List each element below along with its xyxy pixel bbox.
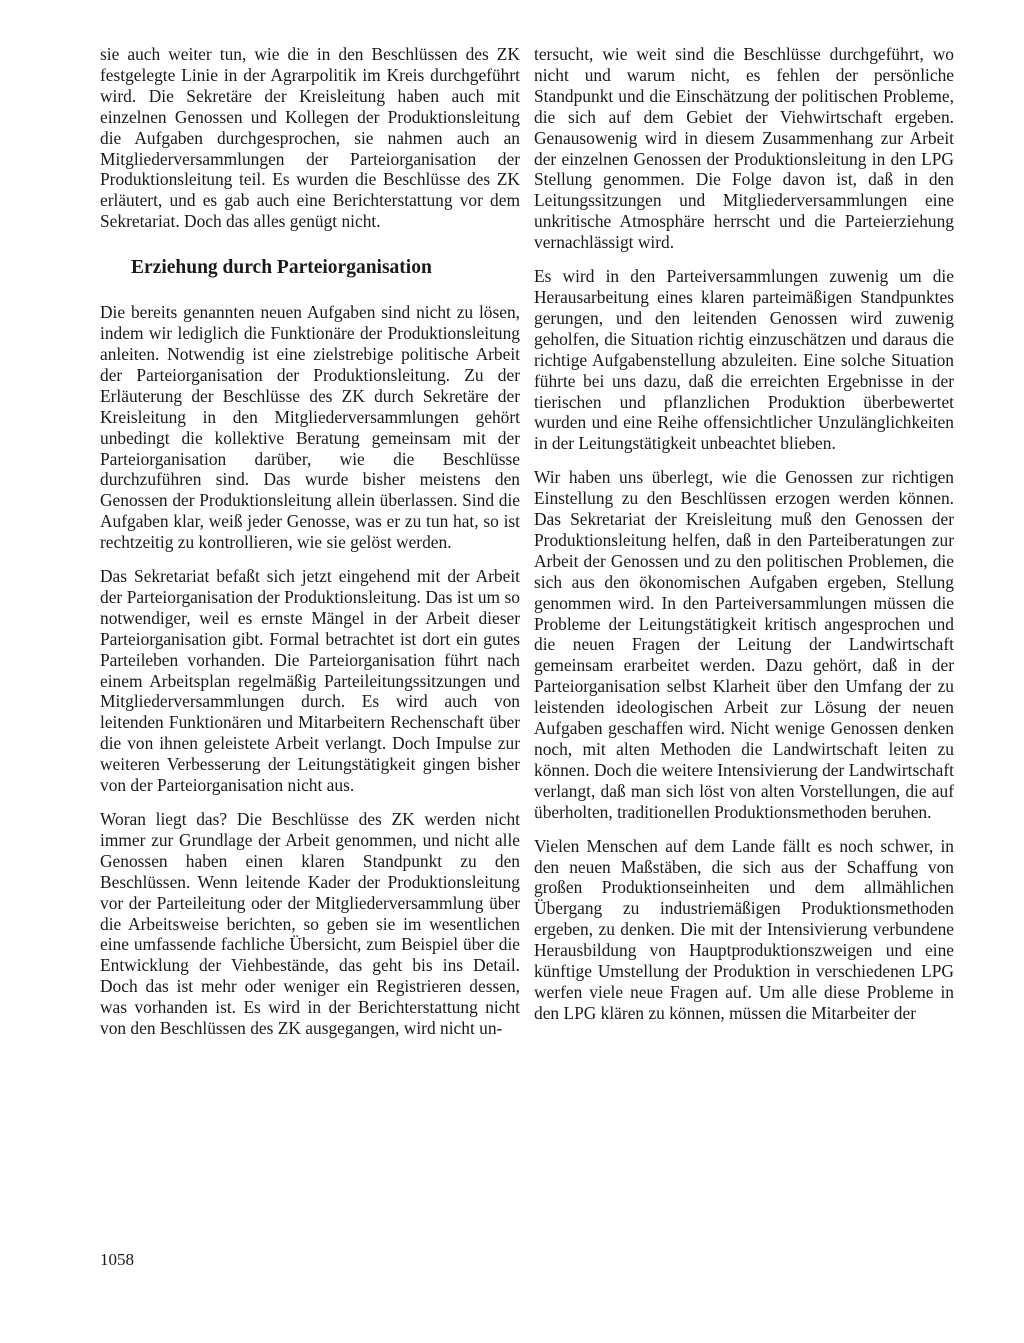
left-column xyxy=(100,44,520,1039)
paragraph: Die bereits genannten neuen Aufgaben sind nicht zu lösen, indem wir lediglich die Funktionäre der Produktionsleitung anleiten. Notwendig ist eine zielstrebige politische Arbeit der Parteiorganisation der Produktionsleitung. Zu der Erläuterung der Beschlüsse des ZK durch Sekretäre der Kreisleitung in den Mitgliederversammlungen gehört unbedingt die kollektive Beratung gemeinsam mit der Parteiorganisation darüber, wie die Beschlüsse durchzuführen sind. Das wurde bisher meistens den Genossen der Produktionsleitung allein überlassen. Sind die Aufgaben klar, weiß jeder Genosse, was er zu tun hat, so ist rechtzeitig zu kontrollieren, wie sie gelöst werden. xyxy=(100,302,520,553)
paragraph: Das Sekretariat befaßt sich jetzt eingehend mit der Arbeit der Parteiorganisation der Produktionsleitung. Das ist um so notwendiger, weil es ernste Mängel in der Arbeit dieser Parteiorganisation gibt. Formal betrachtet ist dort ein gutes Parteileben vorhanden. Die Parteiorganisation führt nach einem Arbeitsplan regelmäßig Parteileitungssitzungen und Mitgliederversammlungen durch. Es wird auch von leitenden Funktionären und Mitarbeitern Rechenschaft über die von ihnen geleistete Arbeit verlangt. Doch Impulse zur weiteren Verbesserung der Leitungstätigkeit gingen bisher von der Parteiorganisation nicht aus. xyxy=(100,566,520,796)
paragraph: tersucht, wie weit sind die Beschlüsse durchgeführt, wo nicht und warum nicht, es fehlen der persönliche Standpunkt und die Einschätzung der politischen Probleme, die sich auf dem Gebiet der Viehwirtschaft ergeben. Genausowenig wird in diesem Zusammenhang zur Arbeit der einzelnen Genossen der Produktionsleitung in den LPG Stellung genommen. Die Folge davon ist, daß in den Leitungssitzungen und Mitgliederversammlungen eine unkritische Atmosphäre herrscht und die Parteierziehung vernachlässigt wird. xyxy=(534,44,954,253)
paragraph: sie auch weiter tun, wie die in den Beschlüssen des ZK festgelegte Linie in der Agrarpolitik im Kreis durchgeführt wird. Die Sekretäre der Kreisleitung haben auch mit einzelnen Genossen und Kollegen der Produktionsleitung die Aufgaben durchgesprochen, sie nahmen auch an Mitgliederversammlungen der Parteiorganisation der Produktionsleitung teil. Es wurden die Beschlüsse des ZK erläutert, und es gab auch eine Berichterstattung vor dem Sekretariat. Doch das alles genügt nicht. xyxy=(100,44,520,232)
paragraph: Wir haben uns überlegt, wie die Genossen zur richtigen Einstellung zu den Beschlüssen erzogen werden können. Das Sekretariat der Kreisleitung muß den Genossen der Produktionsleitung helfen, daß in den Parteiberatungen zur Arbeit der Genossen und zu den politischen Problemen, die sich aus den ökonomischen Aufgaben ergeben, Stellung genommen wird. In den Parteiversammlungen müssen die Probleme der Leitungstätigkeit kritisch angesprochen und die neuen Fragen der Leitung der Landwirtschaft gemeinsam erarbeitet werden. Dazu gehört, daß in der Parteiorganisation selbst Klarheit über den Umfang der zu leistenden ideologischen Arbeit zur Lösung der neuen Aufgaben geschaffen wird. Nicht wenige Genossen denken noch, mit alten Methoden die Landwirtschaft leiten zu können. Doch die weitere Intensivierung der Landwirtschaft verlangt, daß man sich löst von alten Vorstellungen, die auf überholten, traditionellen Produktionsmethoden beruhen. xyxy=(534,467,954,822)
section-heading: Erziehung durch Parteiorganisation xyxy=(131,257,432,279)
right-column xyxy=(534,44,954,1024)
page-number: 1058 xyxy=(100,1250,134,1269)
paragraph: Vielen Menschen auf dem Lande fällt es noch schwer, in den neuen Maßstäben, die sich aus der Schaffung von großen Produktionseinheiten und dem allmählichen Übergang zu industriemäßigen Produktionsmethoden ergeben, zu denken. Die mit der Intensivierung verbundene Herausbildung von Hauptproduktionszweigen und eine künftige Umstellung der Produktion in verschiedenen LPG werfen viele neue Fragen auf. Um alle diese Probleme in den LPG klären zu können, müssen die Mitarbeiter der xyxy=(534,835,954,1023)
paragraph: Es wird in den Parteiversammlungen zuwenig um die Herausarbeitung eines klaren parteimäßigen Standpunktes gerungen, und den leitenden Genossen wird zuwenig geholfen, die Situation richtig einzuschätzen und daraus die richtige Aufgabenstellung abzuleiten. Eine solche Situation führte bei uns dazu, daß die erreichten Ergebnisse in der tierischen und pflanzlichen Produktion überbewertet wurden und eine Reihe offensichtlicher Unzulänglichkeiten in der Leitungstätigkeit unbeachtet blieben. xyxy=(534,266,954,454)
paragraph: Woran liegt das? Die Beschlüsse des ZK werden nicht immer zur Grundlage der Arbeit genommen, und nicht alle Genossen haben einen klaren Standpunkt zu den Beschlüssen. Wenn leitende Kader der Produktionsleitung vor der Parteileitung oder der Mitgliederversammlung über die Arbeitsweise berichten, so geben sie im wesentlichen eine umfassende fachliche Übersicht, zum Beispiel über die Entwicklung der Viehbestände, das geht bis ins Detail. Doch das ist mehr oder weniger ein Registrieren dessen, was vorhanden ist. Es wird in der Berichterstattung nicht von den Beschlüssen des ZK ausgegangen, wird nicht un- xyxy=(100,809,520,1039)
